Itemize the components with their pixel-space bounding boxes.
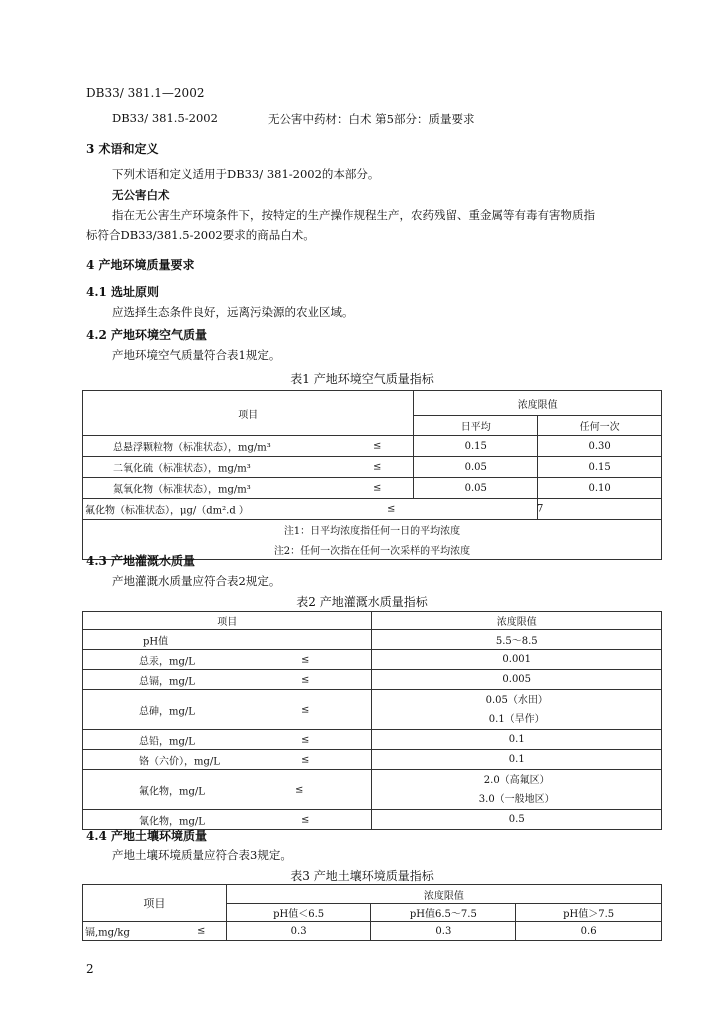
le-symbol: ≤ [301,814,310,825]
section-4-1-text: 应选择生态条件良好，远离污染源的农业区域。 [112,305,354,319]
table1-row2-daily: 0.05 [414,457,538,478]
table2-row7-value2: 3.0（一般地区） [478,793,555,805]
le-symbol: ≤ [373,482,382,494]
table2-row8-value: 0.5 [372,810,662,830]
table3-header-ph-high: pH值＞7.5 [516,904,662,922]
le-symbol: ≤ [295,784,304,795]
table1-row1-any: 0.30 [538,436,662,457]
table-row [83,650,662,670]
table1-header-any: 任何一次 [538,416,662,436]
table2-row4-value2: 0.1（旱作） [488,713,545,725]
table2-header-item: 项目 [83,612,372,630]
table2-row1-item: pH值 [143,636,169,647]
table1-row3-item: 氮氧化物（标准状态），mg/m³ [113,484,251,496]
table-row [83,730,662,750]
table2-row3-value: 0.005 [372,670,662,690]
section-3-heading: 3 术语和定义 [86,142,159,156]
table2 [82,611,662,830]
section-4-2-text: 产地环境空气质量符合表1规定。 [112,348,281,362]
table1-row1-daily: 0.15 [414,436,538,457]
table1-row2-any: 0.15 [538,457,662,478]
table3-header-limit: 浓度限值 [226,885,661,904]
table2-row8-item: 氰化物，mg/L [139,816,205,827]
table1-fluoride-item: 氟化物（标准状态），μg/（dm².d ） [85,505,249,517]
table2-row6-item: 铬（六价），mg/L [139,756,220,767]
le-symbol: ≤ [301,654,310,665]
table-row [83,770,662,810]
document-code: DB33/ 381.1—2002 [86,86,205,100]
table3-row1-v2: 0.3 [371,922,516,941]
table1-header-daily: 日平均 [414,416,538,436]
reference-title: 无公害中药材：白术 第5部分：质量要求 [268,112,475,126]
table1 [82,390,662,560]
table1-row3-any: 0.10 [538,478,662,499]
table1-note1: 注1：日平均浓度指任何一日的平均浓度 [83,520,662,540]
table2-row2-value: 0.001 [372,650,662,670]
le-symbol: ≤ [301,734,310,745]
table3-row1-v1: 0.3 [226,922,371,941]
table2-header-limit: 浓度限值 [372,612,662,630]
le-symbol: ≤ [373,440,382,452]
table2-row6-value: 0.1 [372,750,662,770]
le-symbol: ≤ [301,754,310,765]
le-symbol: ≤ [373,461,382,473]
table-row [83,436,662,457]
table-row [83,750,662,770]
table2-row4-value1: 0.05（水田） [485,694,548,706]
table-row [83,630,662,650]
table1-caption: 表1 产地环境空气质量指标 [290,372,434,386]
section-4-3-text: 产地灌溉水质量应符合表2规定。 [112,574,281,588]
table2-row7-item: 氟化物，mg/L [139,786,205,797]
table3 [82,884,662,941]
term-title: 无公害白术 [112,188,170,202]
section-4-2-heading: 4.2 产地环境空气质量 [86,328,208,342]
table2-row7-value1: 2.0（高氟区） [483,774,550,786]
table-row [83,690,662,730]
term-definition-line2: 标符合DB33/381.5-2002要求的商品白术。 [86,228,315,242]
section-4-1-heading: 4.1 选址原则 [86,285,160,299]
le-symbol: ≤ [197,925,206,937]
section-4-heading: 4 产地环境质量要求 [86,258,195,272]
table-row [83,670,662,690]
le-symbol: ≤ [387,503,396,515]
table2-row5-value: 0.1 [372,730,662,750]
section-4-3-heading: 4.3 产地灌溉水质量 [86,554,196,568]
table2-row2-item: 总汞，mg/L [139,656,195,667]
table-row [83,922,662,941]
section-4-4-text: 产地土壤环境质量应符合表3规定。 [112,848,292,862]
table2-row3-item: 总镉，mg/L [139,676,195,687]
section-3-intro: 下列术语和定义适用于DB33/ 381-2002的本部分。 [112,167,380,181]
table1-header-item: 项目 [83,391,414,436]
table1-row3-daily: 0.05 [414,478,538,499]
term-definition-line1: 指在无公害生产环境条件下，按特定的生产操作规程生产，农药残留、重金属等有毒有害物质指 [112,208,595,222]
table3-row1-item: 镉,mg/kg [85,927,130,939]
table3-header-ph-mid: pH值6.5～7.5 [371,904,516,922]
table2-caption: 表2 产地灌溉水质量指标 [296,595,428,609]
table1-header-limit: 浓度限值 [414,391,662,416]
table1-note2: 注2：任何一次指在任何一次采样的平均浓度 [83,540,662,560]
reference-code: DB33/ 381.5-2002 [112,111,218,125]
table1-row1-item: 总悬浮颗粒物（标准状态），mg/m³ [113,442,271,454]
table2-row5-item: 总铅，mg/L [139,736,195,747]
le-symbol: ≤ [301,704,310,715]
table-row [83,457,662,478]
section-4-4-heading: 4.4 产地土壤环境质量 [86,829,208,843]
table1-row2-item: 二氧化硫（标准状态），mg/m³ [113,463,251,475]
table2-row1-value: 5.5～8.5 [372,630,662,650]
table-row [83,499,662,520]
le-symbol: ≤ [301,674,310,685]
page-number: 2 [86,962,94,976]
table3-row1-v3: 0.6 [516,922,662,941]
table1-fluoride-value: 7 [537,503,544,515]
table3-header-item: 项目 [83,885,227,922]
table3-header-ph-low: pH值＜6.5 [226,904,371,922]
table-row [83,478,662,499]
table2-row4-item: 总砷，mg/L [139,706,195,717]
table3-caption: 表3 产地土壤环境质量指标 [290,869,434,883]
